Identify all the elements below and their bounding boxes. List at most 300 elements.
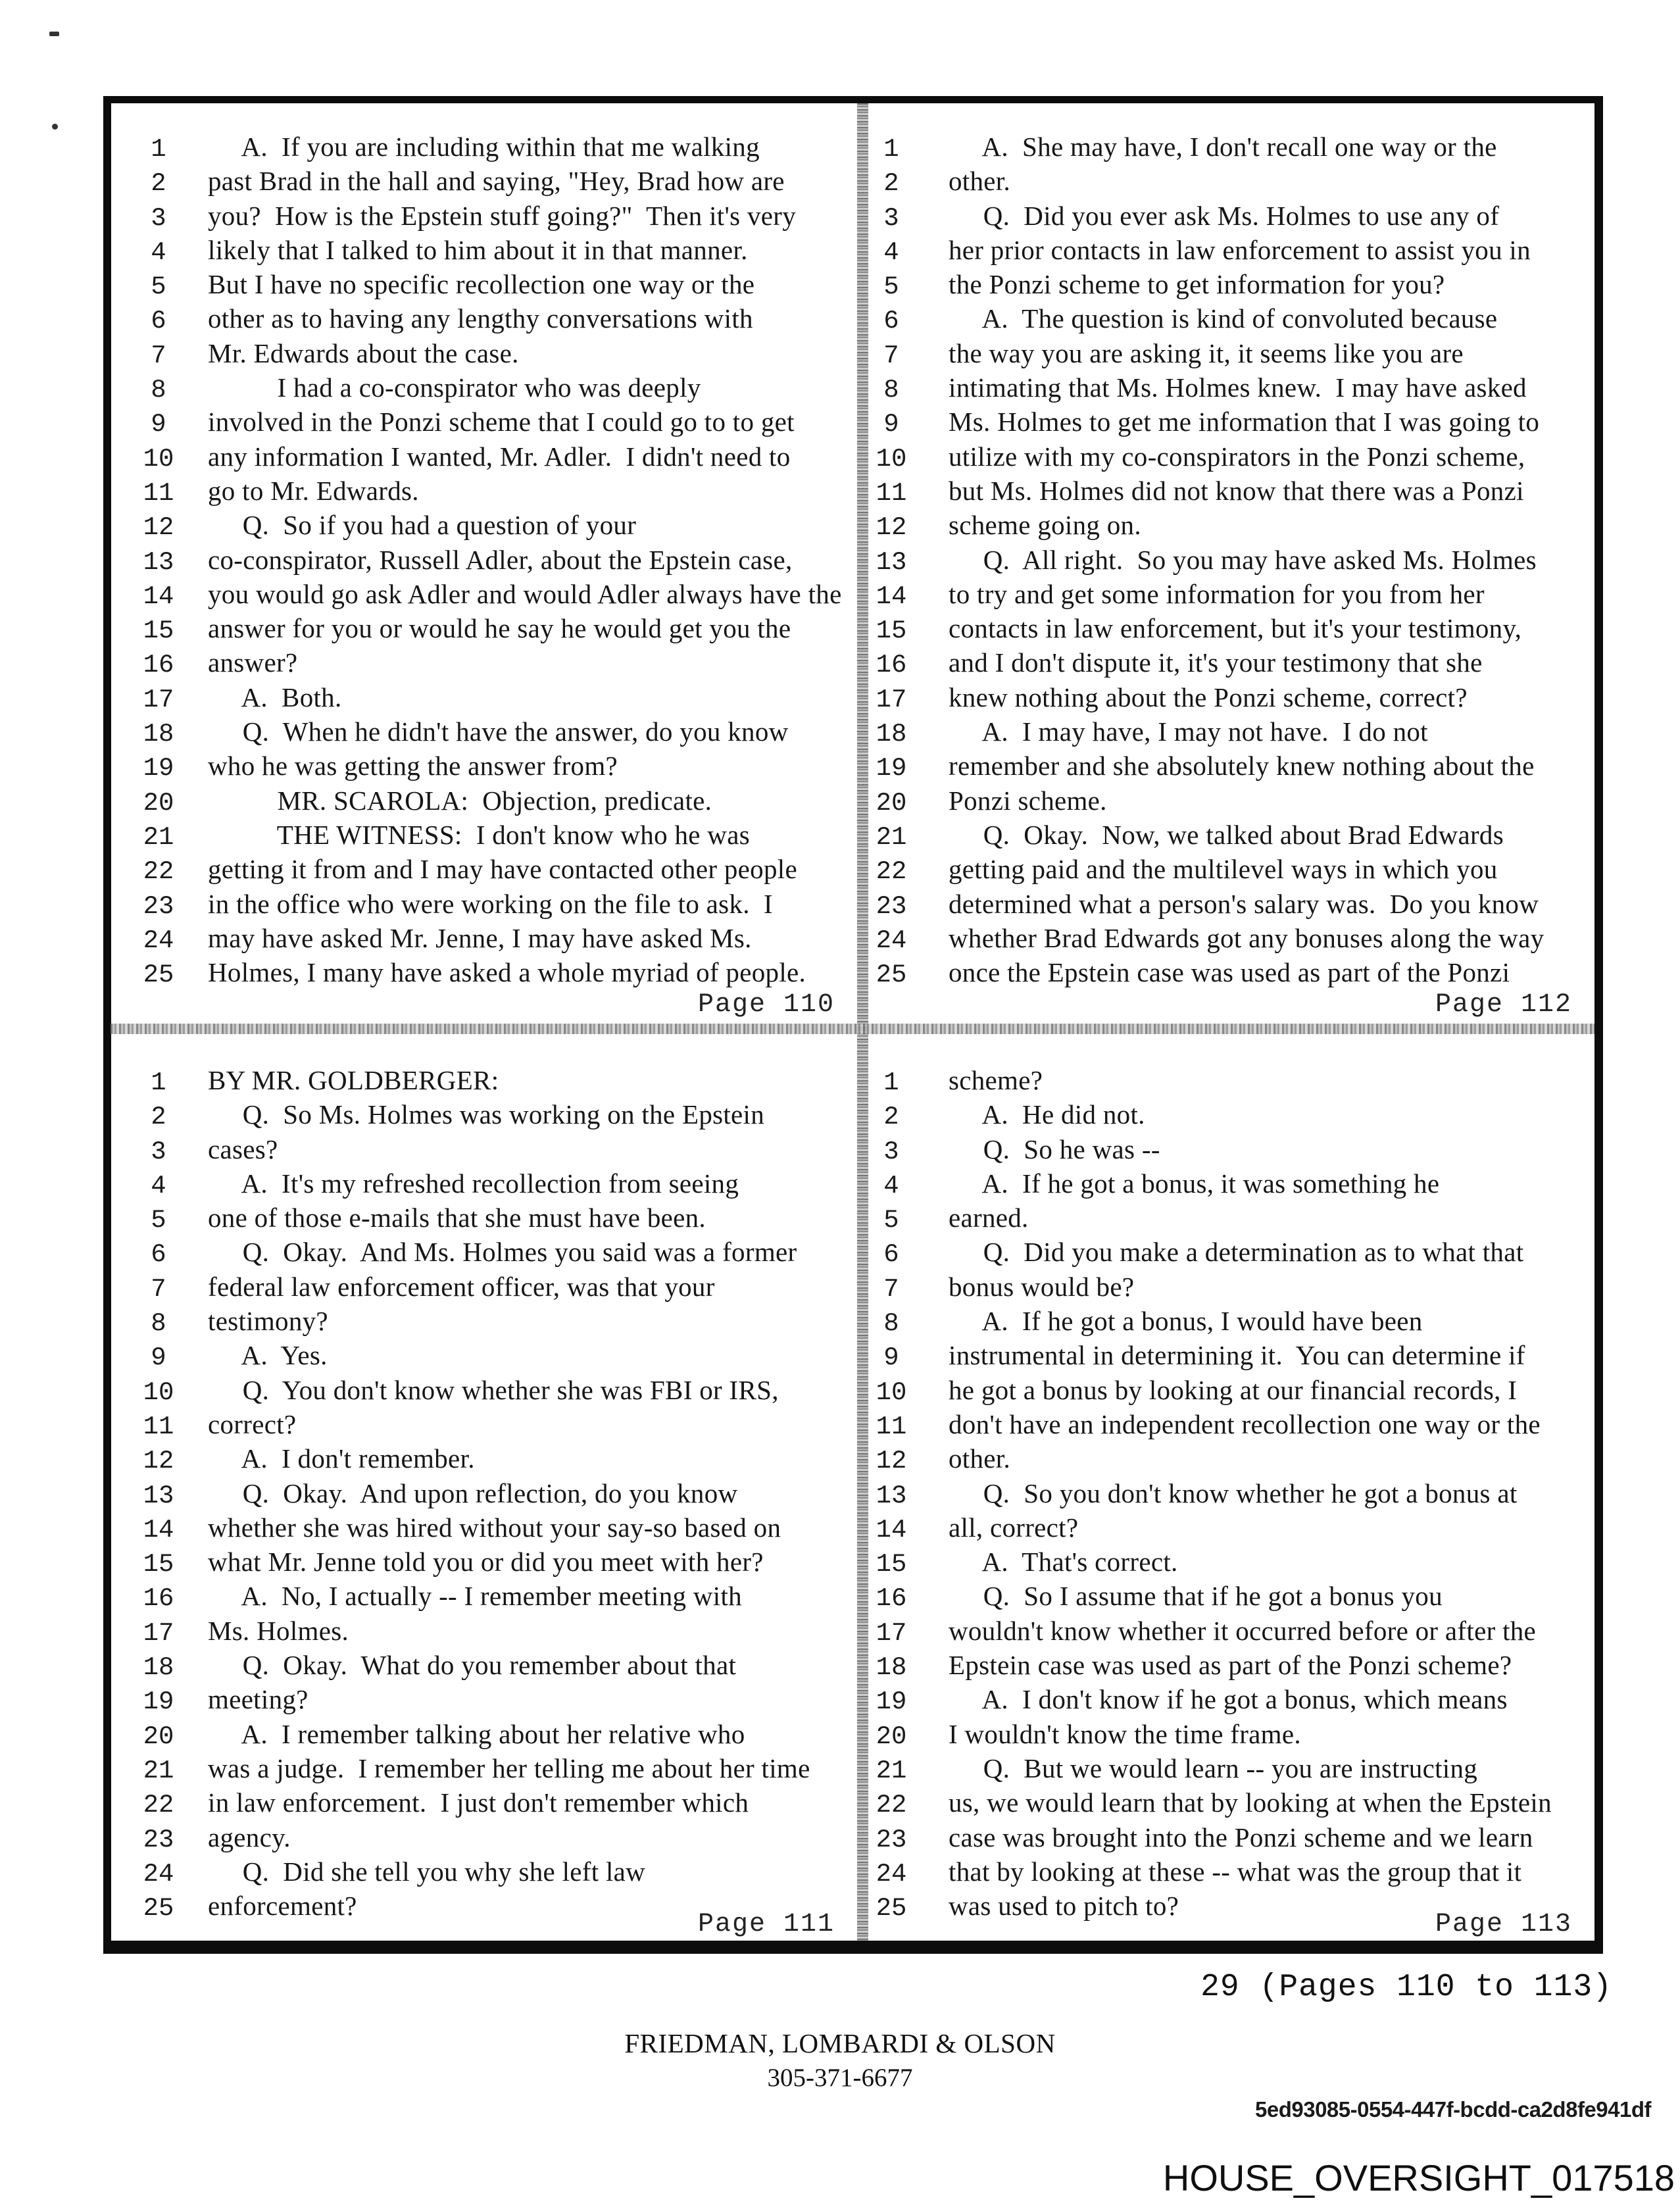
- line-text: Holmes, I many have asked a whole myriad of people.: [208, 957, 806, 988]
- line-number: 3: [883, 1137, 899, 1166]
- transcript-line: [867, 611, 1594, 645]
- line-number: 21: [876, 1756, 907, 1785]
- line-number: 24: [876, 926, 907, 955]
- transcript-line: [867, 1338, 1594, 1372]
- transcript-line: [867, 645, 1594, 680]
- transcript-line: [867, 1166, 1594, 1201]
- line-number: 25: [876, 1894, 907, 1924]
- line-text: don't have an independent recollection one way or the: [949, 1408, 1541, 1439]
- line-number: 6: [883, 1240, 899, 1270]
- line-text: in law enforcement. I just don't remember which: [208, 1787, 749, 1818]
- line-text: co-conspirator, Russell Adler, about the Epstein case,: [208, 544, 793, 575]
- line-text: A. Both.: [208, 682, 342, 712]
- quadrant-page-111: [125, 1063, 857, 1941]
- transcript-line: [867, 1510, 1594, 1545]
- line-number: 9: [151, 410, 166, 439]
- transcript-line: [125, 405, 857, 439]
- line-text: Q. So I assume that if he got a bonus you: [949, 1581, 1443, 1612]
- transcript-line: [125, 336, 857, 370]
- transcript-line: [867, 336, 1594, 370]
- transcript-line: [125, 714, 857, 749]
- footer-phone: 305-371-6677: [767, 2064, 913, 2092]
- line-number: 13: [876, 547, 907, 577]
- line-number: 7: [151, 1274, 166, 1304]
- line-text: getting paid and the multilevel ways in which you: [949, 854, 1498, 885]
- line-text: other as to having any lengthy conversations with: [208, 303, 753, 334]
- line-number: 7: [883, 1274, 899, 1304]
- footer-firm-name: FRIEDMAN, LOMBARDI & OLSON: [624, 2028, 1056, 2058]
- line-number: 17: [876, 685, 907, 714]
- transcript-line: [125, 474, 857, 508]
- line-number: 4: [151, 237, 166, 267]
- line-text: A. That's correct.: [949, 1547, 1178, 1578]
- transcript-line: [867, 1545, 1594, 1579]
- line-text: whether she was hired without your say-so based on: [208, 1512, 781, 1543]
- line-text: Ms. Holmes.: [208, 1615, 349, 1646]
- transcript-line: [867, 508, 1594, 542]
- line-number: 1: [151, 1068, 166, 1097]
- line-text: BY MR. GOLDBERGER:: [208, 1065, 499, 1095]
- transcript-line: [125, 1063, 857, 1097]
- line-text: Ponzi scheme.: [949, 785, 1107, 816]
- transcript-line: [867, 1785, 1594, 1820]
- transcript-line: [125, 1854, 857, 1889]
- line-text: A. I remember talking about her relative who: [208, 1718, 745, 1749]
- line-number: 6: [883, 307, 899, 336]
- line-number: 14: [876, 1515, 907, 1545]
- line-text: past Brad in the hall and saying, "Hey, Brad how are: [208, 166, 785, 197]
- line-text: Epstein case was used as part of the Ponzi scheme?: [949, 1650, 1512, 1681]
- line-text: contacts in law enforcement, but it's your testimony,: [949, 613, 1522, 644]
- transcript-line: [125, 199, 857, 233]
- transcript-line: [867, 164, 1594, 198]
- line-text: Q. So you don't know whether he got a bonus at: [949, 1478, 1518, 1508]
- line-number: 16: [876, 651, 907, 680]
- transcript-line: [867, 439, 1594, 474]
- line-number: 11: [876, 478, 907, 508]
- transcript-line: [125, 1717, 857, 1751]
- line-text: knew nothing about the Ponzi scheme, correct?: [949, 682, 1468, 712]
- quadrant-page-113: [867, 1063, 1594, 1941]
- page-label-113: Page 113: [1435, 1910, 1572, 1939]
- transcript-line: [125, 1682, 857, 1716]
- line-number: 20: [143, 1722, 174, 1751]
- line-text: Q. Okay. Now, we talked about Brad Edwards: [949, 819, 1504, 850]
- line-text: the Ponzi scheme to get information for you?: [949, 269, 1445, 300]
- line-text: Q. You don't know whether she was FBI or IRS,: [208, 1374, 779, 1405]
- line-number: 25: [143, 1894, 174, 1924]
- line-number: 24: [143, 926, 174, 955]
- line-number: 22: [876, 1791, 907, 1820]
- transcript-line: [867, 1270, 1594, 1304]
- transcript-line: [867, 921, 1594, 955]
- line-text: remember and she absolutely knew nothing about the: [949, 751, 1535, 782]
- line-text: us, we would learn that by looking at when the Epstein: [949, 1787, 1552, 1818]
- line-number: 4: [883, 1171, 899, 1201]
- line-text: bonus would be?: [949, 1271, 1135, 1302]
- transcript-line: [867, 1235, 1594, 1269]
- line-number: 17: [143, 685, 174, 714]
- line-number: 2: [883, 169, 899, 199]
- line-text: THE WITNESS: I don't know who he was: [208, 819, 750, 850]
- line-number: 9: [151, 1343, 166, 1373]
- line-number: 13: [876, 1481, 907, 1510]
- transcript-line: [867, 1579, 1594, 1613]
- transcript-line: [867, 783, 1594, 818]
- line-text: I wouldn't know the time frame.: [949, 1718, 1301, 1749]
- line-text: Q. Okay. And upon reflection, do you know: [208, 1478, 738, 1508]
- line-number: 17: [876, 1618, 907, 1648]
- line-text: earned.: [949, 1203, 1029, 1233]
- transcript-line: [125, 1614, 857, 1648]
- line-text: whether Brad Edwards got any bonuses along the way: [949, 922, 1544, 953]
- line-text: intimating that Ms. Holmes knew. I may have asked: [949, 372, 1527, 403]
- line-text: may have asked Mr. Jenne, I may have asked Ms.: [208, 922, 752, 953]
- line-text: involved in the Ponzi scheme that I could go to to get: [208, 407, 795, 437]
- transcript-line: [125, 1407, 857, 1441]
- transcript-lines-113: [867, 1063, 1594, 1923]
- transcript-line: [125, 1270, 857, 1304]
- line-text: Q. Did she tell you why she left law: [208, 1856, 646, 1887]
- line-number: 22: [143, 857, 174, 887]
- transcript-line: [867, 1407, 1594, 1441]
- line-text: answer?: [208, 647, 298, 678]
- transcript-line: [125, 1338, 857, 1372]
- line-number: 15: [143, 616, 174, 646]
- line-text: Mr. Edwards about the case.: [208, 337, 519, 368]
- transcript-line: [125, 1785, 857, 1820]
- transcript-line: [867, 474, 1594, 508]
- line-number: 12: [143, 1447, 174, 1476]
- line-number: 10: [876, 444, 907, 474]
- line-number: 16: [876, 1584, 907, 1614]
- line-number: 12: [143, 513, 174, 543]
- line-number: 17: [143, 1618, 174, 1648]
- transcript-line: [125, 749, 857, 783]
- transcript-line: [867, 1717, 1594, 1751]
- page-label-110: Page 110: [697, 990, 835, 1020]
- line-number: 20: [143, 788, 174, 818]
- line-number: 8: [883, 376, 899, 405]
- line-number: 15: [143, 1550, 174, 1579]
- transcript-line: [125, 1166, 857, 1201]
- line-text: A. No, I actually -- I remember meeting with: [208, 1581, 742, 1612]
- footer-page-range: 29 (Pages 110 to 113): [1200, 1970, 1612, 2005]
- transcript-line: [867, 887, 1594, 921]
- line-text: A. I may have, I may not have. I do not: [949, 716, 1428, 747]
- line-text: go to Mr. Edwards.: [208, 475, 419, 506]
- transcript-line: [867, 577, 1594, 611]
- line-text: Q. When he didn't have the answer, do you know: [208, 716, 789, 747]
- transcript-line: [867, 1097, 1594, 1131]
- line-text: enforcement?: [208, 1891, 357, 1922]
- transcript-line: [867, 1132, 1594, 1166]
- line-number: 5: [151, 1206, 166, 1235]
- line-number: 2: [151, 169, 166, 199]
- transcript-line: [867, 233, 1594, 267]
- line-number: 1: [883, 1068, 899, 1097]
- line-number: 19: [143, 1687, 174, 1717]
- transcript-line: [867, 405, 1594, 439]
- line-text: what Mr. Jenne told you or did you meet with her?: [208, 1547, 764, 1578]
- transcript-line: [867, 818, 1594, 852]
- line-text: instrumental in determining it. You can determine if: [949, 1340, 1525, 1371]
- line-number: 22: [876, 857, 907, 887]
- transcript-line: [867, 1063, 1594, 1097]
- line-number: 21: [876, 822, 907, 852]
- line-number: 21: [143, 822, 174, 852]
- line-text: was a judge. I remember her telling me about her time: [208, 1752, 810, 1783]
- line-number: 23: [876, 891, 907, 921]
- transcript-line: [867, 1682, 1594, 1716]
- scan-divider-vertical: [857, 103, 868, 1941]
- transcript-line: [125, 1097, 857, 1131]
- line-number: 13: [143, 1481, 174, 1510]
- line-number: 3: [151, 203, 166, 233]
- line-text: determined what a person's salary was. Do you know: [949, 888, 1539, 919]
- line-number: 10: [876, 1378, 907, 1407]
- line-text: that by looking at these -- what was the group that it: [949, 1856, 1522, 1887]
- line-text: Ms. Holmes to get me information that I was going to: [949, 407, 1540, 437]
- line-number: 21: [143, 1756, 174, 1785]
- transcript-line: [125, 818, 857, 852]
- transcript-line: [125, 164, 857, 198]
- line-number: 14: [143, 582, 174, 611]
- transcript-line: [125, 267, 857, 301]
- transcript-line: [867, 749, 1594, 783]
- line-text: Q. So Ms. Holmes was working on the Epstein: [208, 1099, 765, 1130]
- transcript-line: [125, 921, 857, 955]
- line-text: But I have no specific recollection one way or the: [208, 269, 755, 300]
- line-number: 2: [883, 1103, 899, 1132]
- transcript-line: [867, 1304, 1594, 1338]
- line-text: you would go ask Adler and would Adler always have the: [208, 578, 842, 609]
- transcript-line: [867, 543, 1594, 577]
- line-text: wouldn't know whether it occurred before or after the: [949, 1615, 1537, 1646]
- transcript-line: [125, 1304, 857, 1338]
- page-label-111: Page 111: [697, 1910, 835, 1939]
- line-number: 18: [143, 720, 174, 749]
- transcript-line: [125, 301, 857, 335]
- line-text: Q. All right. So you may have asked Ms. Holmes: [949, 544, 1537, 575]
- line-number: 12: [876, 513, 907, 543]
- transcript-line: [867, 1614, 1594, 1648]
- line-number: 12: [876, 1447, 907, 1476]
- transcript-line: [125, 439, 857, 474]
- transcript-line: [125, 130, 857, 164]
- transcript-line: [125, 611, 857, 645]
- transcript-line: [867, 1648, 1594, 1682]
- line-number: 6: [151, 1240, 166, 1270]
- transcript-line: [867, 1751, 1594, 1785]
- transcript-line: [867, 680, 1594, 714]
- transcript-line: [867, 1201, 1594, 1235]
- line-number: 14: [143, 1515, 174, 1545]
- line-number: 10: [143, 444, 174, 474]
- line-text: A. She may have, I don't recall one way or the: [949, 132, 1497, 162]
- line-text: you? How is the Epstein stuff going?" Then it's very: [208, 200, 796, 231]
- line-number: 4: [883, 237, 899, 267]
- transcript-line: [125, 1201, 857, 1235]
- line-number: 13: [143, 547, 174, 577]
- transcript-line: [867, 1373, 1594, 1407]
- line-text: Q. Okay. What do you remember about that: [208, 1650, 737, 1681]
- quadrant-page-112: [867, 130, 1594, 1024]
- line-number: 7: [151, 341, 166, 370]
- transcript-line: [867, 1854, 1594, 1889]
- transcript-line: [125, 543, 857, 577]
- line-number: 19: [876, 754, 907, 783]
- line-text: I had a co-conspirator who was deeply: [208, 372, 701, 403]
- line-number: 6: [151, 307, 166, 336]
- transcript-lines-112: [867, 130, 1594, 989]
- line-number: 20: [876, 1722, 907, 1751]
- transcript-line: [125, 955, 857, 989]
- line-number: 2: [151, 1103, 166, 1132]
- line-number: 18: [876, 720, 907, 749]
- line-text: and I don't dispute it, it's your testimony that she: [949, 647, 1483, 678]
- line-text: A. It's my refreshed recollection from seeing: [208, 1168, 739, 1199]
- transcript-line: [125, 1820, 857, 1854]
- line-number: 19: [143, 754, 174, 783]
- scan-speck: [49, 32, 59, 36]
- line-text: A. If he got a bonus, I would have been: [949, 1306, 1423, 1337]
- transcript-line: [125, 1132, 857, 1166]
- line-text: A. The question is kind of convoluted because: [949, 303, 1498, 334]
- line-text: Q. Okay. And Ms. Holmes you said was a former: [208, 1237, 797, 1268]
- transcript-line: [125, 783, 857, 818]
- line-text: A. Yes.: [208, 1340, 328, 1371]
- line-text: utilize with my co-conspirators in the Ponzi scheme,: [949, 441, 1525, 472]
- line-number: 8: [883, 1309, 899, 1339]
- footer-bates-number: HOUSE_OVERSIGHT_017518: [1162, 2157, 1675, 2199]
- line-number: 18: [143, 1653, 174, 1683]
- line-text: A. If he got a bonus, it was something he: [949, 1168, 1440, 1199]
- transcript-line: [125, 887, 857, 921]
- line-text: meeting?: [208, 1684, 309, 1715]
- transcript-line: [867, 1820, 1594, 1854]
- line-text: he got a bonus by looking at our financial records, I: [949, 1374, 1518, 1405]
- transcript-line: [867, 199, 1594, 233]
- line-text: federal law enforcement officer, was that your: [208, 1271, 715, 1302]
- footer-doc-id: 5ed93085-0554-447f-bcdd-ca2d8fe941df: [1255, 2097, 1651, 2122]
- transcript-line: [125, 1235, 857, 1269]
- reporter-footer: [0, 2027, 1680, 2093]
- line-number: 23: [143, 891, 174, 921]
- line-text: agency.: [208, 1822, 291, 1852]
- line-text: other.: [949, 1443, 1011, 1474]
- line-number: 15: [876, 1550, 907, 1579]
- transcript-line: [867, 955, 1594, 989]
- line-text: testimony?: [208, 1306, 328, 1337]
- transcript-line: [125, 852, 857, 886]
- transcript-line: [125, 577, 857, 611]
- line-text: scheme?: [949, 1065, 1043, 1095]
- line-text: scheme going on.: [949, 510, 1141, 541]
- line-text: the way you are asking it, it seems like you are: [949, 337, 1464, 368]
- line-text: correct?: [208, 1408, 297, 1439]
- line-text: cases?: [208, 1133, 278, 1164]
- transcript-line: [125, 1545, 857, 1579]
- transcript-line: [125, 645, 857, 680]
- line-text: A. If you are including within that me walking: [208, 132, 760, 162]
- line-number: 24: [876, 1859, 907, 1889]
- line-text: MR. SCAROLA: Objection, predicate.: [208, 785, 712, 816]
- line-number: 23: [876, 1825, 907, 1854]
- line-text: Q. Did you make a determination as to what that: [949, 1237, 1524, 1268]
- line-number: 11: [876, 1412, 907, 1441]
- line-number: 25: [876, 960, 907, 990]
- line-text: in the office who were working on the file to ask. I: [208, 888, 773, 919]
- line-number: 11: [143, 1412, 174, 1441]
- line-number: 4: [151, 1171, 166, 1201]
- line-text: Q. But we would learn -- you are instructing: [949, 1752, 1478, 1783]
- transcript-line: [125, 1751, 857, 1785]
- line-number: 15: [876, 616, 907, 646]
- line-number: 14: [876, 582, 907, 611]
- line-number: 8: [151, 1309, 166, 1339]
- transcript-line: [125, 680, 857, 714]
- line-text: A. I don't know if he got a bonus, which means: [949, 1684, 1508, 1715]
- line-number: 23: [143, 1825, 174, 1854]
- transcript-line: [867, 130, 1594, 164]
- scan-divider-horizontal: [111, 1024, 1594, 1034]
- line-number: 18: [876, 1653, 907, 1683]
- line-text: A. I don't remember.: [208, 1443, 475, 1474]
- transcript-line: [125, 1373, 857, 1407]
- line-number: 9: [883, 1343, 899, 1373]
- transcript-line: [125, 1510, 857, 1545]
- transcript-line: [125, 1476, 857, 1510]
- line-number: 19: [876, 1687, 907, 1717]
- line-text: once the Epstein case was used as part of the Ponzi: [949, 957, 1510, 988]
- line-text: who he was getting the answer from?: [208, 751, 618, 782]
- line-number: 3: [883, 203, 899, 233]
- line-text: was used to pitch to?: [949, 1891, 1179, 1922]
- line-number: 8: [151, 376, 166, 405]
- line-number: 24: [143, 1859, 174, 1889]
- line-number: 9: [883, 410, 899, 439]
- transcript-line: [867, 1476, 1594, 1510]
- line-number: 1: [151, 135, 166, 164]
- transcript-line: [867, 714, 1594, 749]
- line-text: Q. So if you had a question of your: [208, 510, 637, 541]
- transcript-line: [125, 1579, 857, 1613]
- transcript-line: [125, 1648, 857, 1682]
- line-number: 25: [143, 960, 174, 990]
- line-number: 16: [143, 1584, 174, 1614]
- page-label-112: Page 112: [1435, 990, 1572, 1020]
- line-number: 3: [151, 1137, 166, 1166]
- transcript-line: [125, 1441, 857, 1476]
- transcript-lines-111: [125, 1063, 857, 1923]
- line-text: to try and get some information for you from her: [949, 578, 1485, 609]
- transcript-line: [867, 852, 1594, 886]
- line-number: 1: [883, 135, 899, 164]
- line-number: 10: [143, 1378, 174, 1407]
- line-text: answer for you or would he say he would get you the: [208, 613, 791, 644]
- line-text: one of those e-mails that she must have been.: [208, 1203, 706, 1233]
- line-number: 5: [883, 272, 899, 302]
- line-text: likely that I talked to him about it in that manner.: [208, 234, 748, 265]
- line-number: 5: [151, 272, 166, 302]
- line-text: all, correct?: [949, 1512, 1079, 1543]
- line-text: getting it from and I may have contacted other people: [208, 854, 797, 885]
- transcript-line: [867, 301, 1594, 335]
- line-text: case was brought into the Ponzi scheme and we learn: [949, 1822, 1533, 1852]
- line-number: 7: [883, 341, 899, 370]
- transcript-line: [867, 370, 1594, 405]
